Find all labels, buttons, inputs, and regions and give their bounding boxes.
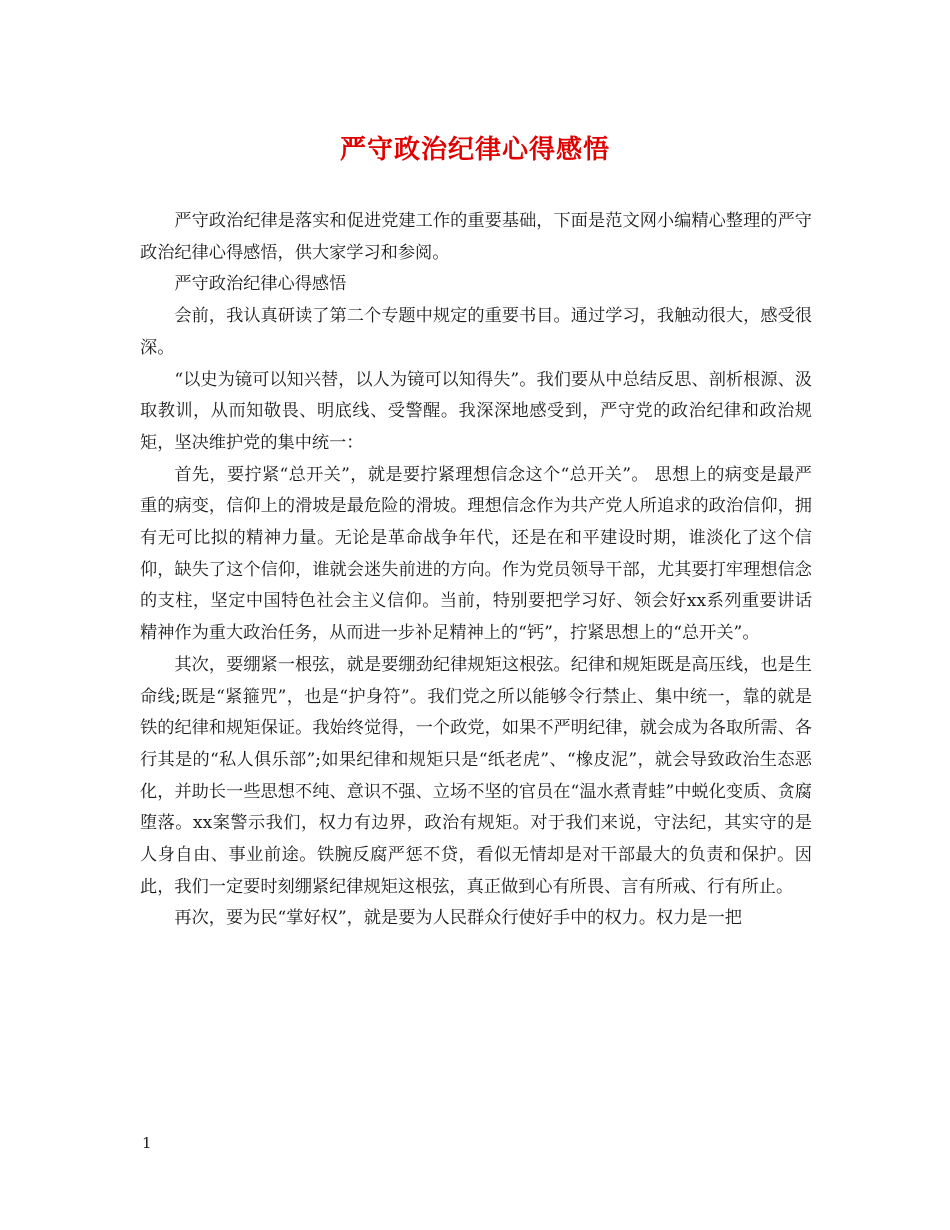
paragraph-subtitle: 严守政治纪律心得感悟	[174, 274, 347, 295]
document-title: 严守政治纪律心得感悟	[339, 135, 610, 165]
paragraph: 首先，要拧紧“总开关”，就是要拧紧理想信念这个“总开关”。 思想上的病变是最严重的病变，信仰上的滑坡是最危险的滑坡。理想信念作为共产党人所追求的政治信仰，拥有无可比拟的精神力量。无论是革命战争年代，还是在和平建设时期，谁淡化了这个信仰，缺失了这个信仰，谁就会迷失前进的方向。作为党员领导干部，尤其要打牢理想信念的支柱，坚定中国特色社会主义信仰。当前，特别要把学习好、领会好xx系列重要讲话精神作为重大政治任务，从而进一步补足精神上的“钙”，拧紧思想上的“总开关”。	[140, 464, 812, 644]
paragraph: 会前，我认真研读了第二个专题中规定的重要书目。通过学习，我触动很大，感受很深。	[140, 306, 812, 358]
paragraph: 再次，要为民“掌好权”，就是要为人民群众行使好手中的权力。权力是一把	[174, 908, 742, 929]
page-number: 1	[142, 1134, 152, 1152]
paragraph: “以史为镜可以知兴替，以人为镜可以知得失”。我们要从中总结反思、剖析根源、汲取教训，从而知敬畏、明底线、受警醒。我深深地感受到，严守党的政治纪律和政治规矩，坚决维护党的集中统一：	[140, 369, 812, 453]
paragraph: 其次，要绷紧一根弦，就是要绷劲纪律规矩这根弦。纪律和规矩既是高压线，也是生命线;既是“紧箍咒”，也是“护身符”。我们党之所以能够令行禁止、集中统一，靠的就是铁的纪律和规矩保证。我始终觉得，一个政党，如果不严明纪律，就会成为各取所需、各行其是的“私人俱乐部”;如果纪律和规矩只是“纸老虎”、“橡皮泥”，就会导致政治生态恶化，并助长一些思想不纯、意识不强、立场不坚的官员在“温水煮青蛙”中蜕化变质、贪腐堕落。xx案警示我们，权力有边界，政治有规矩。对于我们来说，守法纪，其实守的是人身自由、事业前途。铁腕反腐严惩不贷，看似无情却是对干部最大的负责和保护。因此，我们一定要时刻绷紧纪律规矩这根弦，真正做到心有所畏、言有所戒、行有所止。	[140, 654, 812, 897]
paragraph-intro: 严守政治纪律是落实和促进党建工作的重要基础，下面是范文网小编精心整理的严守政治纪律心得感悟，供大家学习和参阅。	[140, 211, 812, 263]
document-body	[140, 206, 812, 935]
